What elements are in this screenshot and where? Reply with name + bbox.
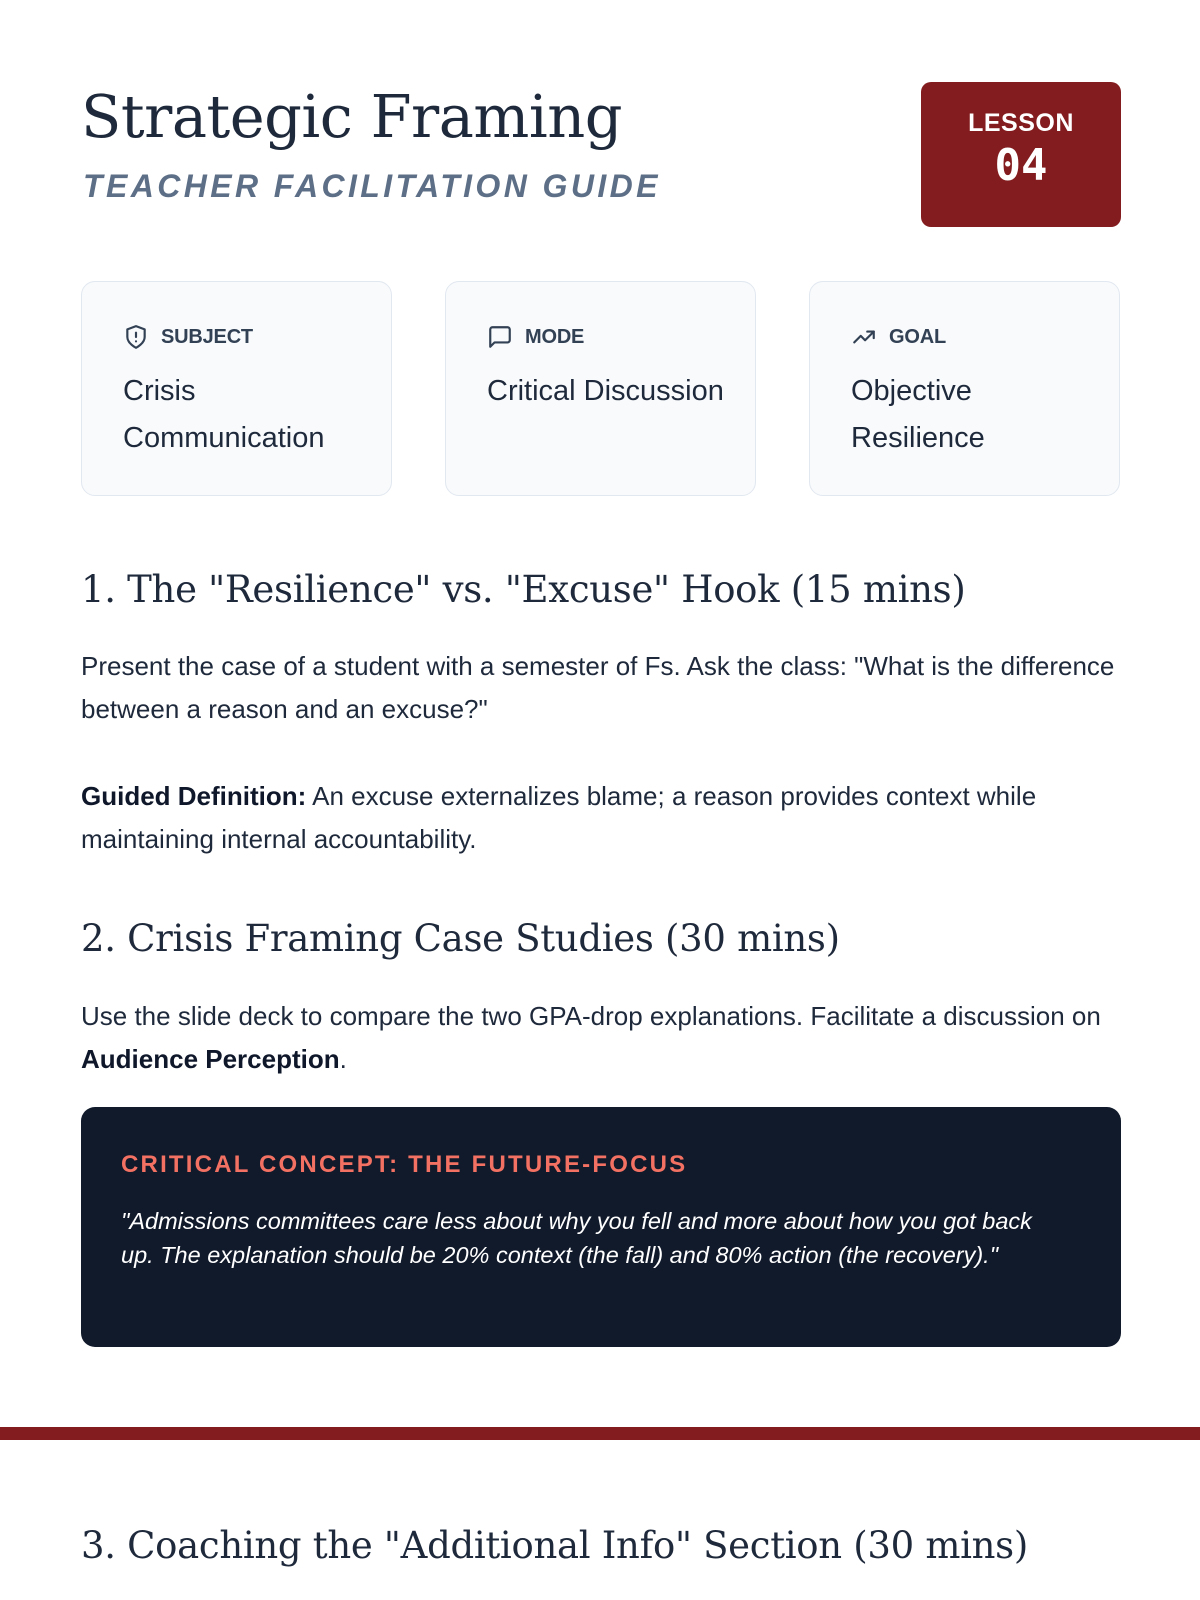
- section-1-intro: Present the case of a student with a semester of Fs. Ask the class: "What is the difference between a reason and an excuse?": [81, 651, 1115, 724]
- section-3-heading: 3. Coaching the "Additional Info" Section (30 mins): [81, 1524, 1029, 1567]
- mode-card-label: MODE: [525, 325, 585, 348]
- trending-up-icon: [851, 324, 877, 350]
- callout-quote: "Admissions committees care less about why you fell and more about how you got back up. The explanation should be 20% context (the fall) and 80% action (the recovery).": [121, 1208, 1032, 1268]
- lesson-label: LESSON: [968, 109, 1074, 137]
- page-divider: [0, 1427, 1200, 1440]
- mode-card-header: [487, 322, 584, 352]
- goal-card-value: Objective Resilience: [851, 375, 985, 454]
- subject-card: [81, 281, 392, 496]
- goal-card-label: GOAL: [889, 325, 946, 348]
- mode-card: [445, 281, 756, 496]
- section-1-heading: 1. The "Resilience" vs. "Excuse" Hook (15 mins): [81, 568, 966, 611]
- section-2-text: [81, 995, 1121, 1081]
- critical-concept-callout: [81, 1107, 1121, 1347]
- callout-title: CRITICAL CONCEPT: THE FUTURE-FOCUS: [121, 1151, 688, 1178]
- goal-card-header: [851, 322, 946, 352]
- mode-card-value: Critical Discussion: [487, 375, 724, 407]
- page-title: Strategic Framing: [81, 82, 622, 151]
- section-1-definition: [81, 775, 1121, 861]
- lesson-number: 04: [994, 140, 1048, 191]
- goal-card: [809, 281, 1120, 496]
- lesson-badge: [921, 82, 1121, 227]
- shield-alert-icon: [123, 324, 149, 350]
- section-2-text-before: Use the slide deck to compare the two GPA-drop explanations. Facilitate a discussion on: [81, 1001, 1101, 1031]
- subject-card-label: SUBJECT: [161, 325, 253, 348]
- subject-card-value: Crisis Communication: [123, 375, 325, 454]
- definition-text: An excuse externalizes blame; a reason provides context while maintaining internal accountability.: [81, 781, 1037, 854]
- page-subtitle: TEACHER FACILITATION GUIDE: [83, 168, 661, 204]
- definition-label: Guided Definition:: [81, 781, 307, 811]
- section-2-text-after: .: [339, 1044, 347, 1074]
- message-square-icon: [487, 324, 513, 350]
- page-header: [81, 82, 1121, 227]
- audience-perception: Audience Perception: [81, 1044, 340, 1074]
- subject-card-header: [123, 322, 253, 352]
- section-2-heading: 2. Crisis Framing Case Studies (30 mins): [81, 917, 840, 960]
